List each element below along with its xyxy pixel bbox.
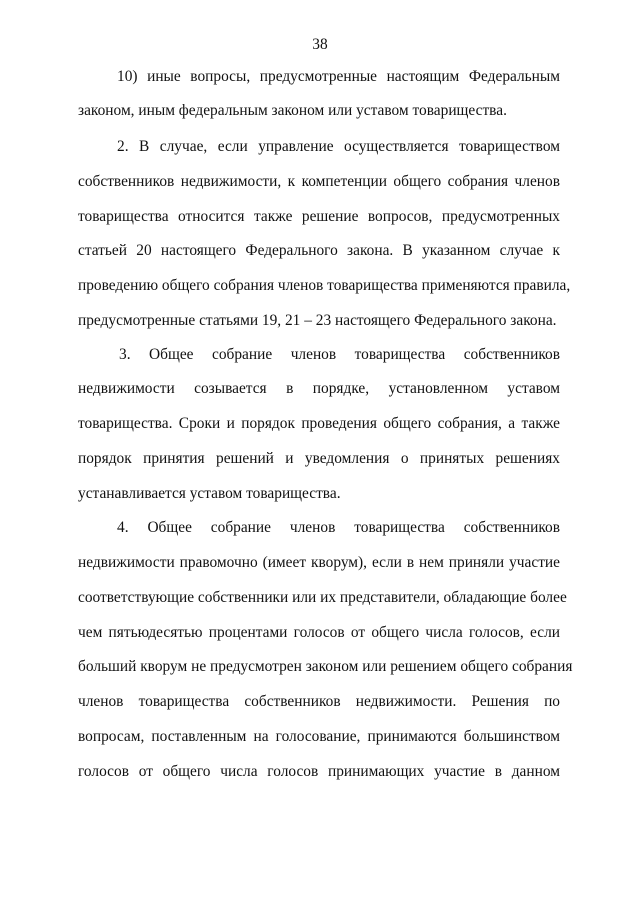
text-line: соответствующие собственники или их представители, обладающие более: [78, 589, 567, 606]
text-line: недвижимости правомочно (имеет кворум), если в нем приняли участие: [78, 554, 560, 571]
text-line: голосов от общего числа голосов принимающих участие в данном: [78, 763, 560, 780]
text-line: вопросам, поставленным на голосование, принимаются большинством: [78, 728, 560, 745]
text-line: 3. Общее собрание членов товарищества собственников: [119, 346, 560, 363]
text-line: предусмотренные статьями 19, 21 – 23 настоящего Федерального закона.: [78, 312, 557, 329]
text-line: собственников недвижимости, к компетенции общего собрания членов: [78, 173, 560, 190]
text-line: устанавливается уставом товарищества.: [78, 485, 341, 502]
text-line: членов товарищества собственников недвижимости. Решения по: [78, 693, 560, 710]
page-number: 38: [312, 36, 328, 53]
text-line: чем пятьюдесятью процентами голосов от общего числа голосов, если: [78, 624, 560, 641]
text-line: товарищества относится также решение вопросов, предусмотренных: [78, 208, 560, 225]
text-line: товарищества. Сроки и порядок проведения общего собрания, а также: [78, 415, 560, 432]
text-line: проведению общего собрания членов товарищества применяются правила,: [78, 277, 571, 294]
text-line: 2. В случае, если управление осуществляется товариществом: [117, 138, 560, 155]
text-line: недвижимости созывается в порядке, установленном уставом: [78, 380, 560, 397]
text-line: 10) иные вопросы, предусмотренные настоящим Федеральным: [117, 68, 560, 85]
text-line: порядок принятия решений и уведомления о принятых решениях: [78, 450, 560, 467]
text-line: 4. Общее собрание членов товарищества собственников: [117, 519, 560, 536]
text-line: законом, иным федеральным законом или уставом товарищества.: [78, 102, 507, 119]
text-line: статьей 20 настоящего Федерального закона. В указанном случае к: [78, 242, 560, 259]
text-line: больший кворум не предусмотрен законом или решением общего собрания: [78, 658, 573, 675]
